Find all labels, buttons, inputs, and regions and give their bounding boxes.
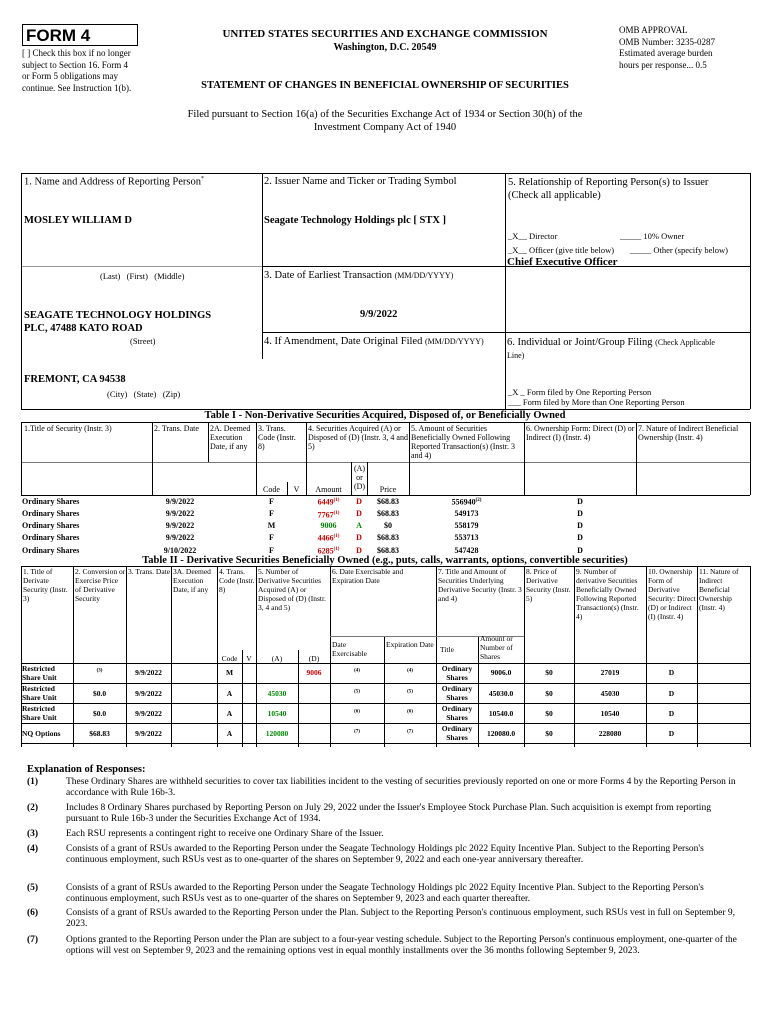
trans-v: [287, 531, 306, 544]
footnote-ref: (1): [333, 534, 340, 540]
footnote-ref: (5): [407, 689, 413, 694]
trans-date: 9/9/2022: [126, 663, 171, 683]
footnote-text: Consists of a grant of RSUs awarded to the Reporting Person under the Seagate Technology Holdings plc 2022 Equity Incentive Plan. Subject to the Reporting Person's continuous employment, such RSUs vest as to one-quarter of the shares on September 9, 2023 and each quarter thereafter.: [66, 883, 704, 904]
box1-label-sup: *: [201, 176, 205, 182]
ownership-form: D: [646, 683, 697, 703]
ownership-form: D: [577, 533, 583, 543]
deemed-date: [171, 663, 217, 683]
deemed-date: [208, 495, 256, 508]
security-title: Ordinary Shares: [22, 545, 80, 555]
price: $68.83: [377, 509, 399, 519]
owned-following: 556940$^{(2)}$: [451, 497, 482, 507]
table1-row: [22, 520, 750, 531]
nature-indirect: [636, 508, 750, 521]
footnote-ref: (4): [407, 668, 413, 674]
form-title-box: [22, 24, 138, 46]
disposed: [298, 683, 330, 703]
security-title: Ordinary Shares: [22, 496, 80, 506]
table1-row: [22, 531, 750, 544]
trans-v: [242, 663, 256, 683]
table2-sub-a: (A): [271, 654, 283, 663]
relationship-director: _X__ Director: [508, 231, 558, 241]
security-title: Ordinary Shares: [22, 509, 80, 519]
footnote-number: (5): [27, 883, 39, 893]
conversion-price: $0.0: [73, 703, 126, 723]
trans-date: 9/9/2022: [126, 683, 171, 703]
date-exercisable: [330, 723, 384, 743]
filed-line: Filed pursuant to Section 16(a) of the Securities Exchange Act of 1934 or Section 30(h) of the: [187, 109, 583, 120]
table1-sub-price: Price: [379, 485, 397, 494]
box6-label-small-2: Line): [507, 351, 525, 360]
trans-code: M: [217, 663, 242, 683]
ownership-form: D: [577, 521, 583, 531]
footnote-text: Consists of a grant of RSUs awarded to the Reporting Person under the Seagate Technology Holdings plc 2022 Equity Incentive Plan. Subject to the Reporting Person's continuous employment, such RSUs vest as to one-quarter of the shares on September 9, 2022 and each one-year anniversary thereafter.: [66, 844, 704, 865]
box1-label-text: 1. Name and Address of Reporting Person: [24, 176, 202, 188]
footnote-text: These Ordinary Shares are withheld securities to cover tax liabilities incident to the vesting of securities previously reported on one or more Forms 4 by the Reporting Person in accordance with Rule 16b-3.: [66, 777, 736, 798]
box6-label-text: 6. Individual or Joint/Group Filing: [507, 337, 653, 348]
underlying-title: Ordinary Shares: [436, 703, 478, 723]
nature-indirect: [697, 723, 750, 743]
expiration-date: [384, 703, 436, 723]
owned-following: 553713: [454, 533, 479, 543]
street-label: (Street): [130, 336, 156, 346]
filed-pursuant: [100, 108, 670, 134]
security-title: Ordinary Shares: [22, 533, 80, 543]
nature-indirect: [636, 520, 750, 531]
table1-h2: 2. Trans. Date: [154, 424, 199, 433]
acquired-disposed: D: [356, 533, 362, 543]
table1-row: [22, 495, 750, 508]
table1-title: Table I - Non-Derivative Securities Acquired, Disposed of, or Beneficially Owned: [204, 410, 566, 421]
footnote-ref: (1): [333, 510, 340, 516]
box4-label-text: 4. If Amendment, Date Original Filed: [264, 336, 423, 347]
table2-sub-code: Code: [221, 654, 238, 663]
box5-label-line: (Check all applicable): [508, 190, 601, 201]
deemed-date: [171, 723, 217, 743]
acquired-disposed: D: [356, 545, 362, 555]
footnote-ref: (4): [354, 668, 360, 674]
footnote-ref: (1): [333, 498, 340, 503]
omb-line: hours per response... 0.5: [619, 59, 707, 70]
acquired: 45030: [256, 683, 298, 703]
ownership-form: D: [646, 723, 697, 743]
box6-label-small: (Check Applicable: [655, 338, 715, 347]
trans-code: A: [217, 723, 242, 743]
table1-h1: 1.Title of Security (Instr. 3): [24, 424, 112, 433]
footnote-number: (2): [27, 803, 39, 813]
box4-label: [264, 336, 484, 347]
footnote-ref: (6): [407, 709, 413, 714]
form-title: FORM 4: [26, 26, 91, 45]
filed-line: Investment Company Act of 1940: [313, 122, 457, 133]
table2-h2: 2. Conversion or Exercise Price of Derivative Security: [75, 567, 126, 603]
derivative-price: $0: [524, 663, 574, 683]
footnote-number: (1): [27, 777, 39, 787]
box5-label: [508, 176, 748, 202]
ownership-form: D: [646, 663, 697, 683]
trans-v: [242, 683, 256, 703]
check-box-note: [22, 48, 157, 94]
table2-h6: 6. Date Exercisable and Expiration Date: [332, 567, 404, 585]
table2-row: [22, 703, 750, 723]
derivative-title: NQ Options: [22, 723, 73, 743]
table2-sub-exp: Expiration Date: [386, 640, 434, 649]
trans-code: M: [267, 521, 276, 531]
table2-h4: 4. Trans. Code (Instr. 8): [219, 567, 255, 594]
relationship-other: _____ Other (specify below): [630, 245, 728, 255]
trans-date: 9/9/2022: [165, 496, 195, 506]
earliest-transaction-date: 9/9/2022: [360, 309, 398, 320]
expiration-date: [384, 723, 436, 743]
footnote-number: (4): [27, 844, 39, 854]
underlying-title: Ordinary Shares: [436, 663, 478, 683]
acquired: 120080: [256, 723, 298, 743]
price: $68.83: [377, 496, 399, 506]
owned-following: 558179: [454, 521, 479, 531]
ownership-form: D: [646, 703, 697, 723]
agency-name: UNITED STATES SECURITIES AND EXCHANGE COMMISSION: [222, 28, 548, 40]
omb-line: Estimated average burden: [619, 48, 713, 58]
checkbox-note-line: [ ] Check this box if no longer: [22, 48, 131, 58]
trans-date: 9/10/2022: [163, 545, 197, 555]
table2-h1: 1. Title of Derivate Security (Instr. 3): [23, 567, 68, 603]
conversion-price: [73, 663, 126, 683]
owned-following: 547428: [454, 545, 479, 555]
trans-code: A: [217, 683, 242, 703]
trans-v: [242, 723, 256, 743]
trans-v: [287, 508, 306, 521]
trans-code: A: [217, 703, 242, 723]
table1-sub-amount: Amount: [315, 485, 342, 494]
explanation-heading: Explanation of Responses:: [27, 764, 146, 775]
derivative-price: $0: [524, 723, 574, 743]
derivative-price: $0: [524, 703, 574, 723]
agency-city: Washington, D.C. 20549: [333, 42, 437, 53]
derivative-price: $0: [524, 683, 574, 703]
nature-indirect: [697, 683, 750, 703]
derivative-owned: 45030: [574, 683, 646, 703]
acquired: 10540: [256, 703, 298, 723]
nature-indirect: [636, 531, 750, 544]
underlying-title: Ordinary Shares: [436, 683, 478, 703]
trans-date: 9/9/2022: [126, 723, 171, 743]
footnote-ref: (6): [354, 709, 360, 714]
underlying-amount: 10540.0: [478, 703, 524, 723]
relationship-owner: _____ 10% Owner: [620, 231, 685, 241]
amount: 6285$^{(1)}$: [317, 546, 340, 556]
deemed-date: [208, 508, 256, 521]
footnote-text: Each RSU represents a contingent right to receive one Ordinary Share of the Issuer.: [66, 829, 384, 839]
acquired-disposed: A: [356, 521, 362, 531]
table2-body: [22, 663, 750, 744]
footnote-text: Consists of a grant of RSUs awarded to the Reporting Person under the Plan. Subject to the Reporting Person's continuous employment, such RSUs vest in full on September 9, 2023.: [66, 908, 736, 929]
table2-sub-d: (D): [308, 654, 320, 663]
table2-h10: 10. Ownership Form of Derivative Security: Direct (D) or Indirect (I) (Instr. 4): [648, 567, 696, 621]
omb-approval: [619, 25, 759, 71]
trans-v: [287, 520, 306, 531]
deemed-date: [208, 520, 256, 531]
table2-sub-num: Amount or Number of Shares: [480, 634, 513, 661]
price: $0: [384, 521, 392, 531]
table2-row: [22, 723, 750, 743]
amount: 9006: [320, 521, 337, 531]
price: $68.83: [377, 545, 399, 555]
deemed-date: [171, 683, 217, 703]
table1-h2a: 2A. Deemed Execution Date, if any: [210, 424, 251, 451]
street-line: SEAGATE TECHNOLOGY HOLDINGS: [24, 310, 212, 321]
filing-option-multiple: ___ Form filed by More than One Reporting Person: [508, 397, 685, 407]
trans-date: 9/9/2022: [165, 533, 195, 543]
amount: 4466$^{(1)}$: [317, 533, 340, 543]
name-parts-label: (Last) (First) (Middle): [100, 271, 185, 281]
deemed-date: [171, 703, 217, 723]
footnote-ref: (2): [475, 498, 482, 503]
ownership-form: D: [577, 496, 583, 506]
omb-line: OMB Number: 3235-0287: [619, 36, 715, 47]
box4-label-small: (MM/DD/YYYY): [424, 337, 484, 346]
relationship-officer: _X__ Officer (give title below): [508, 245, 615, 255]
ownership-form: D: [577, 545, 583, 555]
footnote-ref: (7): [407, 729, 413, 734]
table1-h5: 5. Amount of Securities Beneficially Owned Following Reported Transaction(s) (Instr. 3 and 4): [411, 424, 515, 460]
date-exercisable: [330, 703, 384, 723]
derivative-owned: 10540: [574, 703, 646, 723]
disposed: 9006: [298, 663, 330, 683]
table1-sub-ad: (A) or (D): [353, 464, 366, 491]
derivative-title: Restricted Share Unit: [22, 703, 73, 723]
table2-sub-title: Title: [440, 645, 454, 654]
trans-v: [287, 495, 306, 508]
acquired-disposed: D: [356, 496, 362, 506]
table2-row: [22, 663, 750, 683]
trans-code: F: [269, 533, 274, 543]
table1-h3: 3. Trans. Code (Instr. 8): [258, 424, 296, 451]
table2-h3: 3. Trans. Date: [128, 567, 171, 576]
box3-label: [264, 270, 453, 281]
footnote-text: Options granted to the Reporting Person under the Plan are subject to a four-year vesting schedule. Subject to the Reporting Person's continuous employment, one-quarter of the options will vest on September 9, 2023 and the remaining options vest in equal monthly installments over the 36 months following September 9, 2023.: [66, 935, 737, 956]
security-title: Ordinary Shares: [22, 521, 80, 531]
table2-sub-v: V: [246, 654, 252, 663]
table2-h3a: 3A. Deemed Execution Date, if any: [173, 567, 211, 594]
conversion-price: $0.0: [73, 683, 126, 703]
issuer-name: Seagate Technology Holdings plc [ STX ]: [264, 215, 447, 226]
ownership-form: D: [577, 509, 583, 519]
amount: 6449$^{(1)}$: [317, 497, 340, 507]
box6-label: [507, 336, 749, 362]
table1-h4: 4. Securities Acquired (A) or Disposed of (D) (Instr. 3, 4 and 5): [308, 424, 408, 451]
price: $68.83: [377, 533, 399, 543]
checkbox-note-line: subject to Section 16. Form 4: [22, 59, 128, 70]
footnote-number: (7): [27, 935, 39, 945]
box3-label-text: 3. Date of Earliest Transaction: [264, 270, 393, 281]
city-label: (City) (State) (Zip): [107, 389, 181, 399]
trans-code: F: [269, 545, 274, 555]
table1-h7: 7. Nature of Indirect Beneficial Ownership (Instr. 4): [638, 424, 739, 442]
footnote-ref: (7): [354, 729, 360, 734]
table1-row: [22, 508, 750, 521]
table1-body: [22, 495, 750, 557]
derivative-owned: 228080: [574, 723, 646, 743]
table2-row: [22, 683, 750, 703]
amount: 7767$^{(1)}$: [317, 510, 340, 520]
reporting-street: [24, 309, 211, 335]
street-line: PLC, 47488 KATO ROAD: [24, 323, 143, 334]
footnote-ref: (5): [354, 689, 360, 694]
table2-h5: 5. Number of Derivative Securities Acquired (A) or Disposed of (D) (Instr. 3, 4 and 5): [258, 567, 326, 612]
expiration-date: [384, 683, 436, 703]
trans-code: F: [269, 496, 274, 506]
table1-h6: 6. Ownership Form: Direct (D) or Indirect (I) (Instr. 4): [526, 424, 635, 442]
table1-sub-v: V: [293, 485, 300, 494]
underlying-amount: 9006.0: [478, 663, 524, 683]
nature-indirect: [697, 703, 750, 723]
acquired: [256, 663, 298, 683]
footnote-ref: (3): [96, 668, 103, 674]
footnote-ref: (1): [333, 546, 340, 552]
table2-h8: 8. Price of Derivative Security (Instr. 5): [526, 567, 571, 603]
disposed: [298, 723, 330, 743]
trans-date: 9/9/2022: [165, 521, 195, 531]
acquired-disposed: D: [356, 509, 362, 519]
officer-title: Chief Executive Officer: [507, 256, 618, 268]
date-exercisable: [330, 683, 384, 703]
nature-indirect: [697, 663, 750, 683]
reporting-person-name: MOSLEY WILLIAM D: [24, 215, 132, 226]
trans-v: [242, 703, 256, 723]
omb-line: OMB APPROVAL: [619, 25, 688, 35]
table2-h11: 11. Nature of Indirect Beneficial Ownership (Instr. 4): [699, 567, 739, 612]
trans-code: F: [269, 509, 274, 519]
trans-date: 9/9/2022: [165, 509, 195, 519]
underlying-amount: 120080.0: [478, 723, 524, 743]
deemed-date: [208, 531, 256, 544]
box1-label: [24, 176, 204, 188]
table1-sub-code: Code: [263, 485, 280, 494]
underlying-title: Ordinary Shares: [436, 723, 478, 743]
footnote-text: Includes 8 Ordinary Shares purchased by Reporting Person on July 29, 2022 under the Issuer's Employee Stock Purchase Plan. Such acquisition is exempt from reporting pursuant to Rule 16b-3 under the Securities Exchange Act of 1934.: [66, 803, 711, 824]
footnote-number: (6): [27, 908, 39, 918]
box5-label-line: 5. Relationship of Reporting Person(s) to Issuer: [508, 177, 709, 188]
disposed: [298, 703, 330, 723]
date-exercisable: [330, 663, 384, 683]
table2-sub-exer: Date Exercisable: [332, 640, 367, 658]
table2-title: Table II - Derivative Securities Beneficially Owned (e.g., puts, calls, warrants, options, convertible securities): [142, 555, 628, 566]
checkbox-note-line: continue. See Instruction 1(b).: [22, 82, 132, 93]
derivative-title: Restricted Share Unit: [22, 663, 73, 683]
conversion-price: $68.83: [73, 723, 126, 743]
checkbox-note-line: or Form 5 obligations may: [22, 71, 118, 81]
derivative-title: Restricted Share Unit: [22, 683, 73, 703]
explanation-list: [0, 777, 770, 1017]
underlying-amount: 45030.0: [478, 683, 524, 703]
footnote-number: (3): [27, 829, 39, 839]
table2-h7: 7. Title and Amount of Securities Underlying Derivative Security (Instr. 3 and 4): [438, 567, 522, 603]
box3-label-small: (MM/DD/YYYY): [394, 271, 454, 280]
table2-h9: 9. Number of derivative Securities Beneficially Owned Following Reported Transaction(s) (Instr. 4): [576, 567, 639, 621]
expiration-date: [384, 663, 436, 683]
trans-date: 9/9/2022: [126, 703, 171, 723]
box2-label: 2. Issuer Name and Ticker or Trading Symbol: [264, 176, 457, 187]
reporting-city: FREMONT, CA 94538: [24, 374, 126, 385]
filing-option-one: _X _ Form filed by One Reporting Person: [508, 387, 652, 397]
nature-indirect: [636, 495, 750, 508]
owned-following: 549173: [454, 509, 479, 519]
derivative-owned: 27019: [574, 663, 646, 683]
statement-title: STATEMENT OF CHANGES IN BENEFICIAL OWNERSHIP OF SECURITIES: [201, 80, 569, 91]
